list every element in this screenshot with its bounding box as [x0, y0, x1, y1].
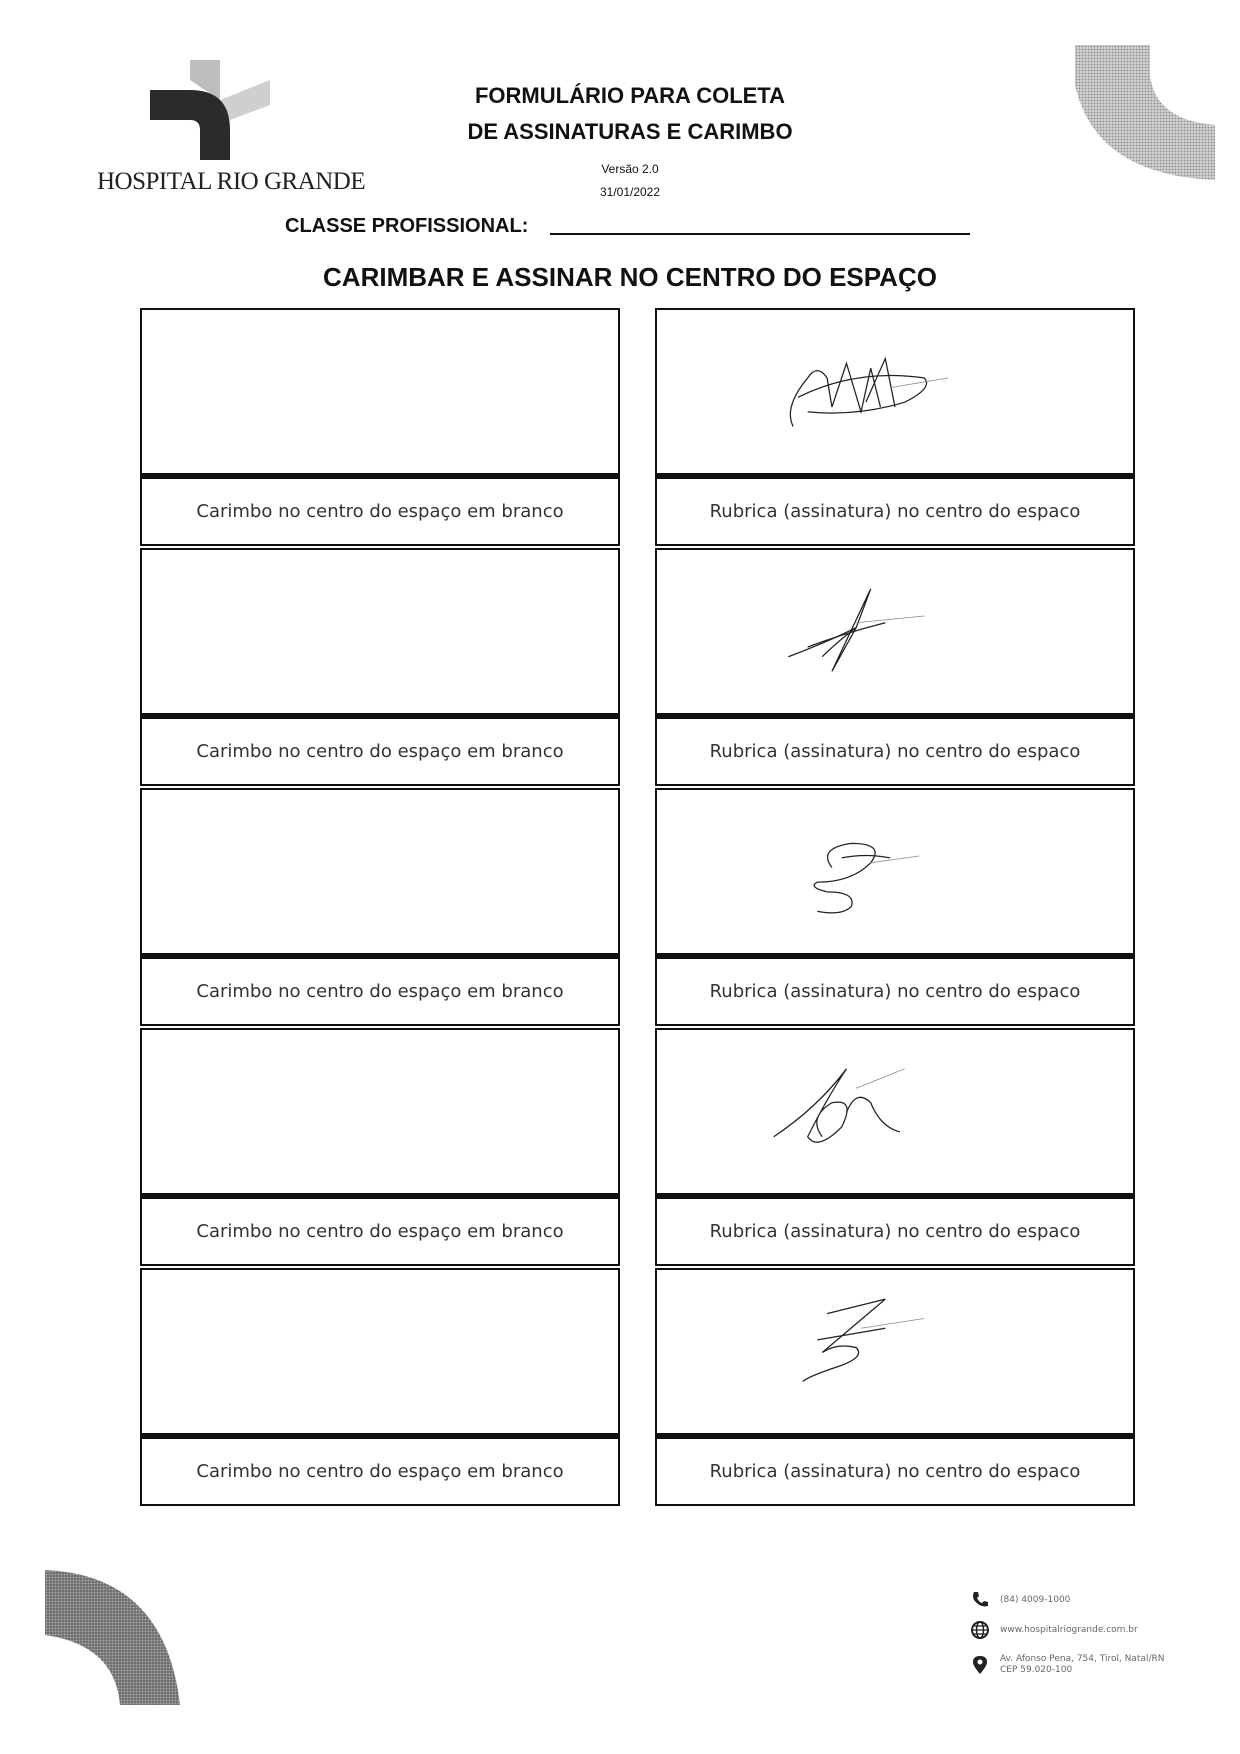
signature-area[interactable]: [655, 308, 1135, 476]
handwritten-signature-3: [657, 790, 1133, 953]
handwritten-signature-2: [657, 550, 1133, 713]
stamp-caption: Carimbo no centro do espaço em branco: [140, 1196, 620, 1266]
signature-caption: Rubrica (assinatura) no centro do espaco: [655, 1196, 1135, 1266]
signature-caption: Rubrica (assinatura) no centro do espaco: [655, 476, 1135, 546]
stamp-caption: Carimbo no centro do espaço em branco: [140, 716, 620, 786]
signature-area[interactable]: [655, 1028, 1135, 1196]
form-title-line2: DE ASSINATURAS E CARIMBO: [467, 119, 793, 144]
contact-website[interactable]: [970, 1615, 1200, 1645]
corner-decoration-bottom-left: [45, 1570, 185, 1705]
hospital-name: HOSPITAL RIO GRANDE: [97, 168, 366, 195]
instruction-heading: CARIMBAR E ASSINAR NO CENTRO DO ESPAÇO: [323, 262, 937, 292]
signature-caption: Rubrica (assinatura) no centro do espaco: [655, 1436, 1135, 1506]
signature-area[interactable]: [655, 548, 1135, 716]
form-title: [395, 78, 865, 150]
contact-address-line1: Av. Afonso Pena, 754, Tirol, Natal/RN: [1000, 1654, 1165, 1664]
handwritten-signature-1: [657, 310, 1133, 473]
contact-address-line2: CEP 59.020-100: [1000, 1665, 1073, 1675]
form-title-line1: FORMULÁRIO PARA COLETA: [474, 83, 785, 108]
stamp-caption: Carimbo no centro do espaço em branco: [140, 956, 620, 1026]
signature-caption: Rubrica (assinatura) no centro do espaco: [655, 956, 1135, 1026]
handwritten-signature-4: [657, 1030, 1133, 1193]
phone-icon: [970, 1590, 990, 1610]
signature-area[interactable]: [655, 788, 1135, 956]
hospital-logo: [150, 60, 290, 160]
stamp-area[interactable]: [140, 548, 620, 716]
globe-icon: [970, 1620, 990, 1640]
form-version: Versão 2.0: [601, 162, 659, 176]
stamp-caption: Carimbo no centro do espaço em branco: [140, 476, 620, 546]
stamp-area[interactable]: [140, 1268, 620, 1436]
signature-caption: Rubrica (assinatura) no centro do espaco: [655, 716, 1135, 786]
signature-grid: [140, 308, 1140, 1508]
classe-profissional-label: CLASSE PROFISSIONAL:: [285, 215, 529, 237]
stamp-caption: Carimbo no centro do espaço em branco: [140, 1436, 620, 1506]
signature-area[interactable]: [655, 1268, 1135, 1436]
form-date: 31/01/2022: [599, 185, 661, 199]
stamp-area[interactable]: [140, 1028, 620, 1196]
contact-phone-text: (84) 4009-1000: [1000, 1595, 1071, 1605]
stamp-area[interactable]: [140, 308, 620, 476]
contact-website-text[interactable]: www.hospitalriogrande.com.br: [1000, 1625, 1138, 1635]
corner-decoration-top-right: [1075, 45, 1215, 180]
stamp-area[interactable]: [140, 788, 620, 956]
handwritten-signature-5: [657, 1270, 1133, 1433]
location-pin-icon: [970, 1655, 990, 1675]
contact-info: [970, 1585, 1200, 1685]
classe-profissional-field[interactable]: [550, 233, 970, 235]
contact-phone: [970, 1585, 1200, 1615]
contact-address: [970, 1645, 1200, 1685]
